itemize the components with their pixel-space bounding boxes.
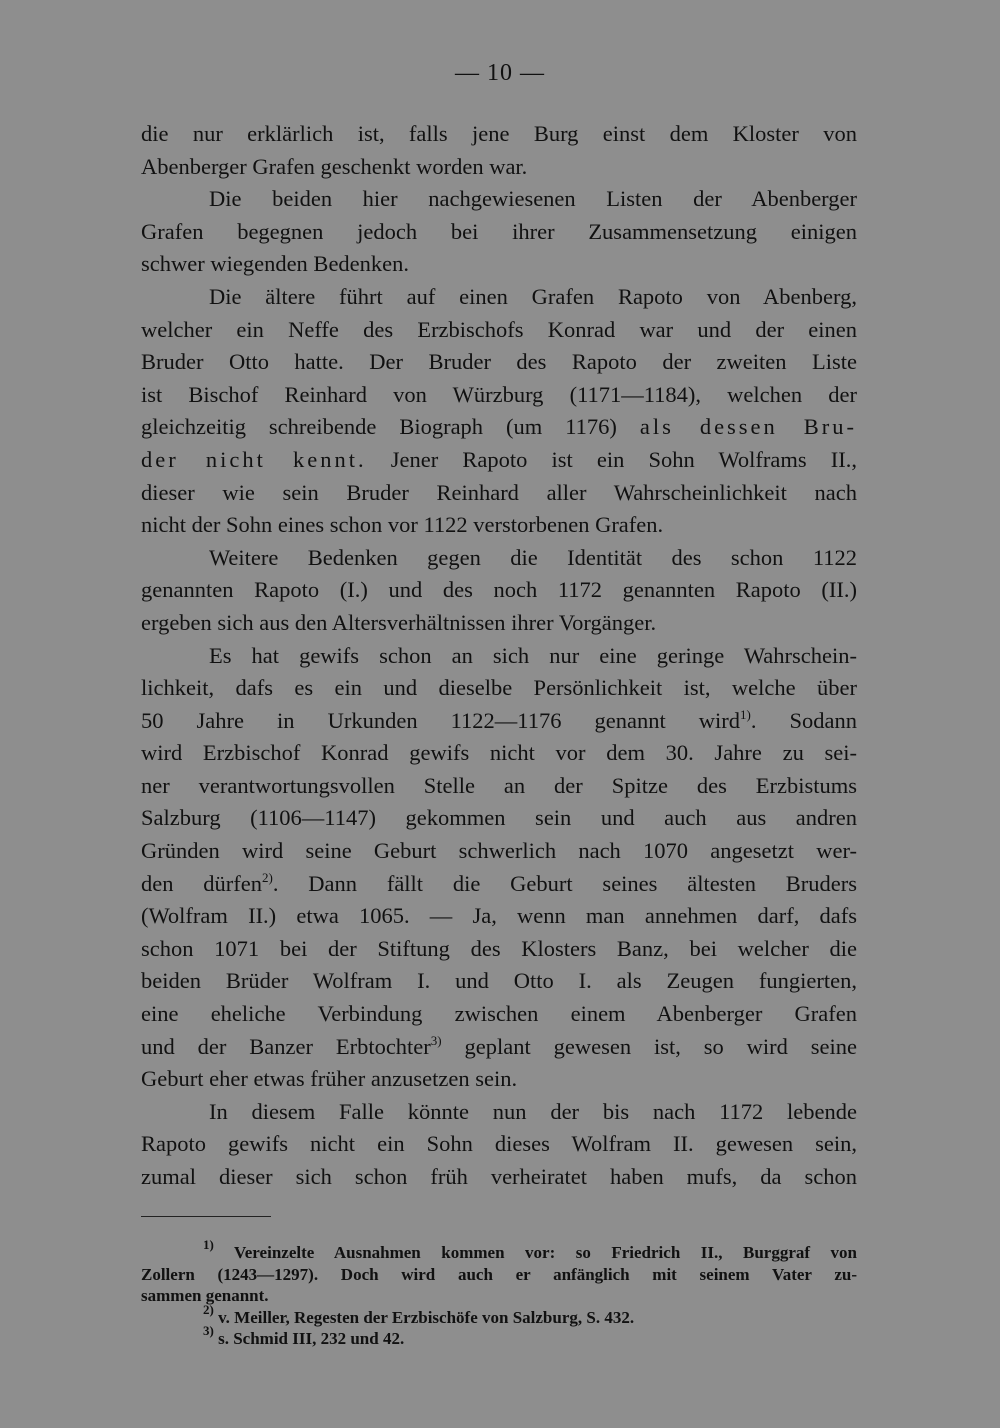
footnote-ref: 2) xyxy=(262,869,273,885)
spaced-text: der nicht kennt. xyxy=(141,446,367,472)
text-line: zumal dieser sich schon früh verheiratet haben mufs, da schon xyxy=(141,1164,857,1189)
text-line: ner verantwortungsvollen Stelle an der Spitze des Erzbistums xyxy=(141,772,857,798)
text-line: In diesem Falle könnte nun der bis nach 1172 lebende xyxy=(209,1098,857,1124)
footnote-text: s. Schmid III, 232 und 42. xyxy=(218,1329,405,1348)
text-line: lichkeit, dafs es ein und dieselbe Persönlichkeit ist, welche über xyxy=(141,675,857,701)
text-fragment: und der Banzer Erbtochter xyxy=(141,1033,431,1059)
footnote-line xyxy=(141,1301,857,1329)
text-line: (Wolfram II.) etwa 1065. — Ja, wenn man annehmen darf, dafs xyxy=(141,903,857,929)
footnote-line: Zollern (1243—1297). Doch wird auch er anfänglich mit seinem Vater zu- xyxy=(141,1264,857,1284)
text-line: eine eheliche Verbindung zwischen einem Abenberger Grafen xyxy=(141,1001,857,1027)
text-line: Rapoto gewifs nicht ein Sohn dieses Wolfram II. gewesen sein, xyxy=(141,1131,857,1157)
footnote-text: Vereinzelte Ausnahmen kommen vor: so Friedrich II., Burggraf von xyxy=(234,1243,857,1262)
text-line xyxy=(141,705,857,738)
text-line: beiden Brüder Wolfram I. und Otto I. als Zeugen fungierten, xyxy=(141,968,857,994)
footnote-line: sammen genannt. xyxy=(141,1286,269,1305)
text-fragment: geplant gewesen ist, so wird seine xyxy=(441,1033,857,1059)
text-line: schon 1071 bei der Stiftung des Klosters Banz, bei welcher die xyxy=(141,935,857,961)
footnote-mark: 3) xyxy=(203,1323,214,1338)
text-line: ergeben sich aus den Altersverhältnissen ihrer Vorgänger. xyxy=(141,609,657,635)
text-line: wird Erzbischof Konrad gewifs nicht vor dem 30. Jahre zu sei- xyxy=(141,740,857,766)
text-line: nicht der Sohn eines schon vor 1122 verstorbenen Grafen. xyxy=(141,512,664,538)
text-line: Die ältere führt auf einen Grafen Rapoto von Abenberg, xyxy=(209,283,857,309)
spaced-text: als dessen Bru- xyxy=(639,414,858,440)
footnote-line xyxy=(141,1323,857,1350)
text-line: Es hat gewifs schon an sich nur eine geringe Wahrschein- xyxy=(209,642,857,668)
text-line: Die beiden hier nachgewiesenen Listen der Abenberger xyxy=(209,186,857,212)
text-line xyxy=(141,868,857,901)
text-line: genannten Rapoto (I.) und des noch 1172 genannten Rapoto (II.) xyxy=(141,577,857,603)
text-line: schwer wiegenden Bedenken. xyxy=(141,251,410,277)
text-line: Weitere Bedenken gegen die Identität des schon 1122 xyxy=(209,544,857,570)
text-fragment: Jener Rapoto ist ein Sohn Wolframs II., xyxy=(390,446,857,472)
text-line: Bruder Otto hatte. Der Bruder des Rapoto der zweiten Liste xyxy=(141,349,857,375)
text-line: Grafen begegnen jedoch bei ihrer Zusammensetzung einigen xyxy=(141,218,857,244)
text-fragment: 50 Jahre in Urkunden 1122—1176 genannt wird xyxy=(141,707,740,733)
text-line xyxy=(141,411,857,444)
footnote-divider xyxy=(141,1216,271,1217)
text-line: welcher ein Neffe des Erzbischofs Konrad war und der einen xyxy=(141,316,857,342)
footnote-text: v. Meiller, Regesten der Erzbischöfe von Salzburg, S. 432. xyxy=(218,1307,635,1327)
footnote-ref: 1) xyxy=(740,706,751,722)
body-text xyxy=(141,118,857,1194)
footnotes xyxy=(141,1237,857,1350)
text-fragment: . Sodann xyxy=(750,707,858,733)
text-line: Salzburg (1106—1147) gekommen sein und auch aus andren xyxy=(141,805,857,831)
text-line: Gründen wird seine Geburt schwerlich nach 1070 angesetzt wer- xyxy=(141,838,857,864)
page-number: — 10 — xyxy=(455,60,545,86)
text-line: die nur erklärlich ist, falls jene Burg einst dem Kloster von xyxy=(141,121,857,146)
text-fragment: gleichzeitig schreibende Biograph (um 1176) xyxy=(141,414,617,440)
text-fragment: . Dann fällt die Geburt seines ältesten Bruders xyxy=(272,870,857,896)
footnote-mark: 2) xyxy=(203,1301,214,1317)
text-line: ist Bischof Reinhard von Würzburg (1171—1184), welchen der xyxy=(141,381,857,407)
footnote-line xyxy=(141,1237,857,1264)
text-line xyxy=(141,1031,857,1064)
text-line: dieser wie sein Bruder Reinhard aller Wahrscheinlichkeit nach xyxy=(141,479,857,505)
footnote-mark: 1) xyxy=(203,1237,214,1252)
text-fragment: den dürfen xyxy=(141,870,263,896)
text-line: Geburt eher etwas früher anzusetzen sein. xyxy=(141,1066,518,1092)
footnote-ref: 3) xyxy=(430,1032,442,1048)
text-line: Abenberger Grafen geschenkt worden war. xyxy=(141,153,528,179)
text-line xyxy=(141,444,857,477)
